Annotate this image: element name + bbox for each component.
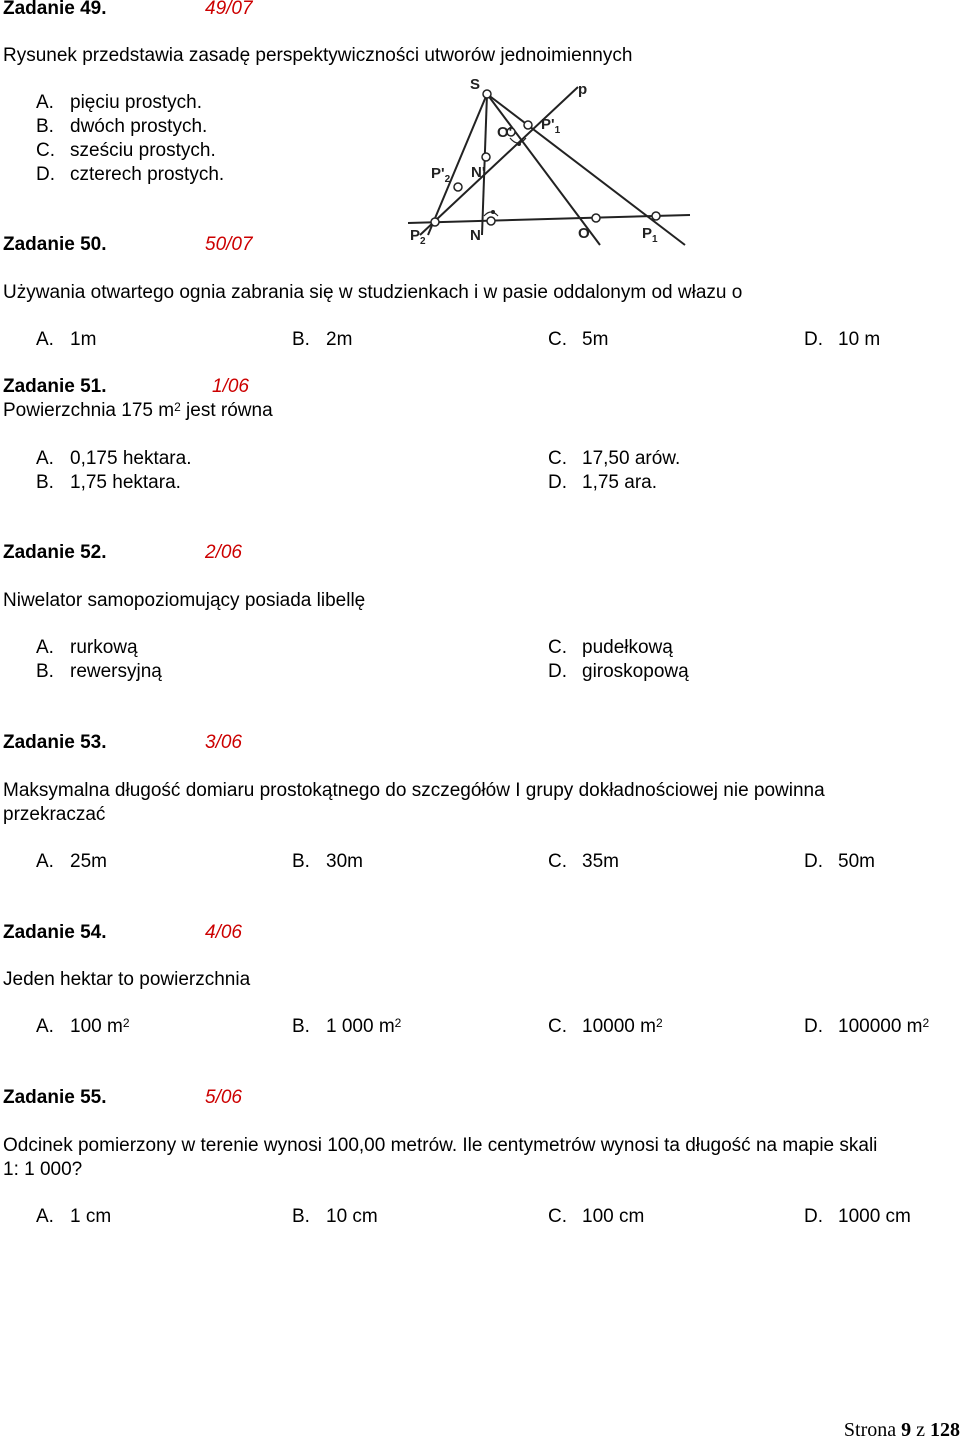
page-footer: Strona 9 z 128: [843, 1419, 960, 1441]
q50-question: Używania otwartego ognia zabrania się w studzienkach i w pasie oddalonym od włazu o: [3, 282, 743, 303]
label-s: S: [470, 76, 481, 93]
q52-option-d: D. giroskopową: [548, 661, 689, 682]
q50-title: Zadanie 50.: [3, 234, 107, 255]
q53-code: 3/06: [205, 732, 242, 753]
point-o: [592, 214, 600, 222]
q49-code: 49/07: [205, 0, 253, 19]
q55-title: Zadanie 55.: [3, 1087, 107, 1108]
point-s: [483, 90, 491, 98]
q53-option-b: B. 30m: [292, 851, 363, 872]
q53-option-a: A. 25m: [36, 851, 107, 872]
point-p1p: [524, 121, 532, 129]
q54-code: 4/06: [205, 922, 242, 943]
q55-option-b: B. 10 cm: [292, 1206, 378, 1227]
label-o1: O': [497, 124, 513, 141]
label-o: O: [578, 225, 590, 242]
q49-option-a: A. pięciu prostych.: [36, 92, 203, 113]
q50-code: 50/07: [205, 234, 253, 255]
label-p2p: $P'_2$: [431, 165, 451, 185]
q52-title: Zadanie 52.: [3, 542, 107, 563]
q49-option-b: B. dwóch prostych.: [36, 116, 208, 137]
q54-option-a: A. 100 $m^2$: [36, 1016, 130, 1037]
q51-option-b: B. 1,75 hektara.: [36, 472, 181, 493]
point-p2p: [454, 183, 462, 191]
label-n: N: [470, 227, 481, 244]
q52-question: Niwelator samopoziomujący posiada libellę: [3, 590, 366, 611]
q55-option-d: D. 1000 cm: [804, 1206, 911, 1227]
q53-option-c: C. 35m: [548, 851, 619, 872]
q52-option-c: C. pudełkową: [548, 637, 673, 658]
label-n1: N': [471, 164, 486, 181]
q50-option-c: C. 5m: [548, 329, 609, 350]
q55-option-c: C. 100 cm: [548, 1206, 645, 1227]
label-p1: $P_1$: [642, 225, 658, 245]
line-s1: [487, 94, 685, 245]
q50-option-d: D. 10 m: [804, 329, 881, 350]
q53-question-line1: Maksymalna długość domiaru prostokątnego do szczegółów I grupy dokładnościowej nie powinna: [3, 780, 825, 801]
q49-title: Zadanie 49.: [3, 0, 107, 19]
q55-question-line1: Odcinek pomierzony w terenie wynosi 100,00 metrów. Ile centymetrów wynosi ta długość na mapie skali: [3, 1135, 878, 1156]
q55-code: 5/06: [205, 1087, 242, 1108]
q52-option-a: A. rurkową: [36, 637, 138, 658]
q54-option-d: D. 100000 $m^2$: [804, 1016, 930, 1037]
q52-option-b: B. rewersyjną: [36, 661, 162, 682]
q52-code: 2/06: [205, 542, 242, 563]
perspectivity-figure: [400, 70, 700, 250]
label-p2: $P_2$: [410, 227, 426, 247]
q49-option-d: D. czterech prostych.: [36, 164, 225, 185]
point-p2: [431, 218, 439, 226]
base-line: [408, 215, 690, 223]
q51-option-a: A. 0,175 hektara.: [36, 448, 192, 469]
q51-title: Zadanie 51.: [3, 376, 107, 397]
q55-question-line2: 1: 1 000?: [3, 1159, 83, 1180]
q49-option-c: C. sześciu prostych.: [36, 140, 216, 161]
q49-question: Rysunek przedstawia zasadę perspektywiczności utworów jednoimiennych: [3, 45, 633, 66]
point-n1: [482, 153, 490, 161]
q50-option-a: A. 1m: [36, 329, 97, 350]
point-n: [487, 217, 495, 225]
q53-title: Zadanie 53.: [3, 732, 107, 753]
q55-option-a: A. 1 cm: [36, 1206, 112, 1227]
label-p: p: [578, 81, 588, 98]
q53-question-line2: przekraczać: [3, 804, 106, 825]
q54-option-c: C. 10000 $m^2$: [548, 1016, 663, 1037]
q51-code: 1/06: [212, 376, 249, 397]
q51-question: Powierzchnia 175 $m^2$ jest równa: [3, 400, 273, 421]
q51-option-d: D. 1,75 ara.: [548, 472, 657, 493]
q54-option-b: B. 1 000 $m^2$: [292, 1016, 402, 1037]
q51-option-c: C. 17,50 arów.: [548, 448, 681, 469]
q54-title: Zadanie 54.: [3, 922, 107, 943]
q54-question: Jeden hektar to powierzchnia: [3, 969, 251, 990]
q53-option-d: D. 50m: [804, 851, 875, 872]
label-p1p: $P'_1$: [541, 116, 561, 136]
q50-option-b: B. 2m: [292, 329, 353, 350]
point-p1: [652, 212, 660, 220]
